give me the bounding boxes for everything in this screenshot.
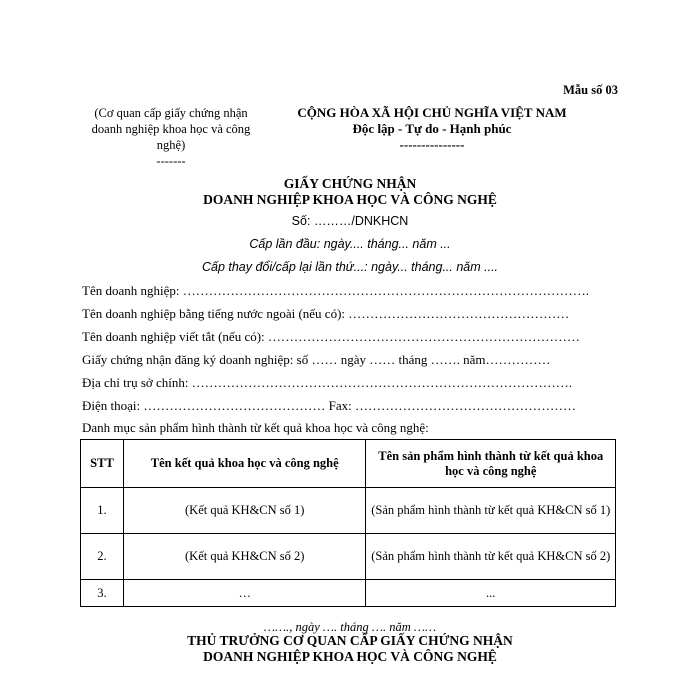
- product-table: [80, 439, 616, 607]
- cell-result: (Kết quả KH&CN số 2): [123, 534, 366, 580]
- nation-name: CỘNG HÒA XÃ HỘI CHỦ NGHĨA VIỆT NAM: [297, 105, 567, 120]
- field-business-name: Tên doanh nghiệp: ………………………………………………………………………………….: [82, 283, 589, 298]
- header-product: Tên sản phẩm hình thành từ kết quả khoa học và công nghệ: [366, 440, 616, 488]
- agency-line-3: nghệ): [156, 138, 186, 152]
- header-stt: STT: [81, 440, 124, 488]
- signatory-line-2: DOANH NGHIỆP KHOA HỌC VÀ CÔNG NGHỆ: [203, 649, 497, 664]
- signature-date: ……., ngày …. tháng …. năm ……: [263, 620, 437, 634]
- table-row: [81, 580, 616, 607]
- title-line-1: GIẤY CHỨNG NHẬN: [283, 176, 417, 191]
- field-product-list: Danh mục sản phẩm hình thành từ kết quả khoa học và công nghệ:: [82, 420, 429, 435]
- cell-product: ...: [366, 580, 616, 607]
- cell-stt: 1.: [81, 488, 124, 534]
- signatory-line-1: THỦ TRƯỞNG CƠ QUAN CẤP GIẤY CHỨNG NHẬN: [187, 633, 513, 648]
- table-row: [81, 488, 616, 534]
- cell-result: (Kết quả KH&CN số 1): [123, 488, 366, 534]
- signatory-title: [0, 633, 700, 665]
- certificate-title: [0, 176, 700, 208]
- certificate-number: Số: ………/DNKHCN: [291, 214, 409, 228]
- nation-motto: Độc lập - Tự do - Hạnh phúc: [352, 121, 512, 136]
- reissue-date: Cấp thay đổi/cấp lại lần thứ...: ngày... tháng... năm ....: [201, 260, 499, 274]
- agency-line-2: doanh nghiệp khoa học và công: [91, 122, 251, 136]
- field-registration: Giấy chứng nhận đăng ký doanh nghiệp: số …… ngày …… tháng ……. năm……………: [82, 352, 551, 367]
- issuing-agency: [72, 105, 270, 169]
- table-header-row: [81, 440, 616, 488]
- table-row: [81, 534, 616, 580]
- agency-line-1: (Cơ quan cấp giấy chứng nhận: [94, 106, 248, 120]
- header-result: Tên kết quả khoa học và công nghệ: [123, 440, 366, 488]
- cell-result: …: [123, 580, 366, 607]
- field-short-name: Tên doanh nghiệp viết tắt (nếu có): ………………………………………………………………: [82, 329, 580, 344]
- first-issue-date: Cấp lần đầu: ngày.... tháng... năm ...: [249, 237, 451, 251]
- title-line-2: DOANH NGHIỆP KHOA HỌC VÀ CÔNG NGHỆ: [203, 192, 497, 207]
- cell-product: (Sản phẩm hình thành từ kết quả KH&CN số 1): [366, 488, 616, 534]
- cell-stt: 3.: [81, 580, 124, 607]
- form-number: Mẫu số 03: [563, 83, 618, 97]
- cell-stt: 2.: [81, 534, 124, 580]
- national-header: [272, 105, 592, 153]
- field-foreign-name: Tên doanh nghiệp bằng tiếng nước ngoài (nếu có): ……………………………………………: [82, 306, 570, 321]
- agency-rule: -------: [156, 154, 186, 168]
- cell-product: (Sản phẩm hình thành từ kết quả KH&CN số 2): [366, 534, 616, 580]
- nation-rule: ---------------: [399, 137, 465, 152]
- field-phone-fax: Điện thoại: …………………………………… Fax: ……………………………………………: [82, 398, 576, 413]
- field-address: Địa chỉ trụ sở chính: …………………………………………………………………………….: [82, 375, 573, 390]
